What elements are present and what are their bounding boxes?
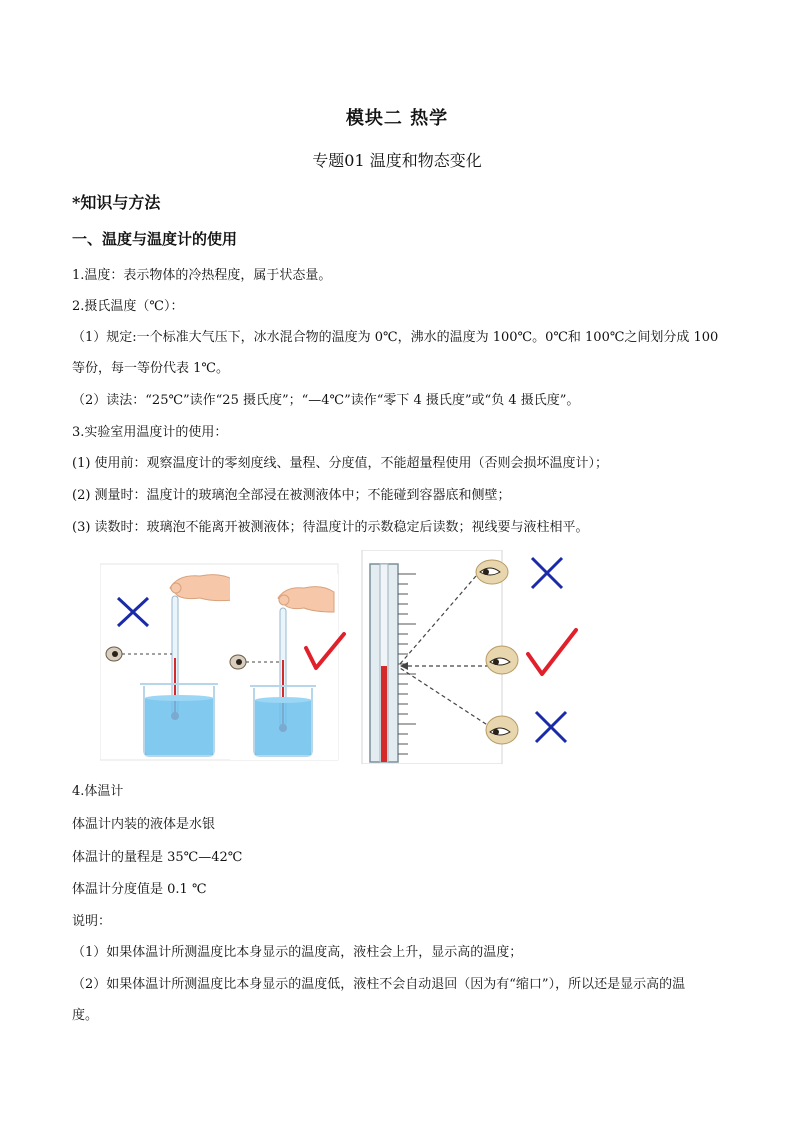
paragraph-rule-line2: 等份，每一等份代表 1℃。 — [72, 361, 229, 376]
subsection-heading: 一、温度与温度计的使用 — [72, 230, 238, 248]
panel-correct-beaker — [230, 574, 344, 760]
figure-svg — [100, 550, 580, 764]
check-icon — [528, 630, 576, 674]
section-heading: *知识与方法 — [72, 193, 161, 212]
paragraph-liquid: 体温计内装的液体是水银 — [72, 817, 216, 832]
paragraph-rule-line1: （1）规定:一个标准大气压下，冰水混合物的温度为 0℃，沸水的温度为 100℃。0℃和 100℃之间划分成 100 — [72, 330, 719, 345]
paragraph-reading: （2）读法：“25℃”读作“25 摄氏度”；“—4℃”读作“零下 4 摄氏度”或“负 4 摄氏度”。 — [72, 393, 580, 408]
paragraph-lab-thermometer: 3.实验室用温度计的使用： — [72, 425, 228, 440]
eye-icon — [230, 655, 246, 669]
eye-icon — [106, 647, 122, 661]
paragraph-note-1: （1）如果体温计所测温度比本身显示的温度高，液柱会上升，显示高的温度； — [72, 945, 523, 960]
eye-icon — [486, 646, 518, 674]
paragraph-note-label: 说明： — [72, 914, 112, 929]
page-title: 模块二 热学 — [345, 108, 449, 129]
paragraph-note-2-line2: 度。 — [72, 1008, 99, 1023]
paragraph-reading-value: (3) 读数时：玻璃泡不能离开被测液体；待温度计的示数稳定后读数；视线要与液柱相平。 — [72, 520, 589, 535]
paragraph-division: 体温计分度值是 0.1 ℃ — [72, 882, 207, 897]
page-subtitle: 专题01 温度和物态变化 — [312, 151, 482, 170]
hand-icon — [170, 575, 234, 601]
paragraph-celsius: 2.摄氏温度（℃）： — [72, 299, 184, 314]
paragraph-temperature: 1.温度：表示物体的冷热程度，属于状态量。 — [72, 268, 332, 283]
paragraph-measuring: (2) 测量时：温度计的玻璃泡全部浸在被测液体中；不能碰到容器底和侧壁； — [72, 488, 511, 503]
paragraph-range: 体温计的量程是 35℃—42℃ — [72, 850, 243, 865]
thermometer-usage-figure — [100, 550, 580, 764]
paragraph-clinical-thermometer: 4.体温计 — [72, 784, 124, 799]
panel-reading-angle — [362, 550, 502, 764]
paragraph-note-2-line1: （2）如果体温计所测温度比本身显示的温度低，液柱不会自动退回（因为有“缩口”），所以还是显示高的温 — [72, 977, 686, 992]
paragraph-before-use: (1) 使用前：观察温度计的零刻度线、量程、分度值，不能超量程使用（否则会损坏温度计）； — [72, 456, 609, 471]
eye-icon — [486, 716, 518, 744]
cross-icon — [536, 712, 566, 742]
cross-icon — [532, 558, 562, 588]
eye-icon — [476, 560, 508, 584]
